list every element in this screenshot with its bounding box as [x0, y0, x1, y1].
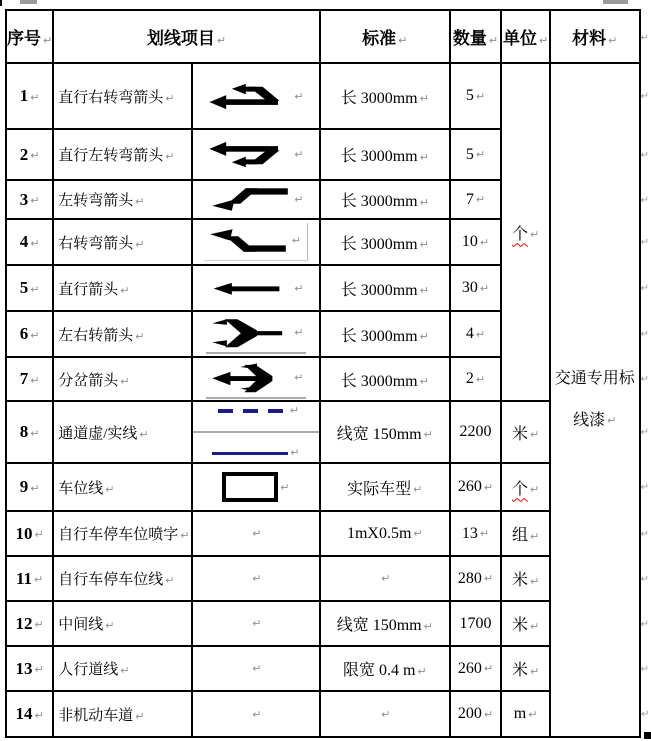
column-header — [450, 10, 501, 63]
row-end-mark — [640, 357, 650, 401]
serial-number: 14 — [15, 704, 33, 723]
paragraph-mark: ↵ — [165, 150, 175, 164]
item-label: 直行箭头 — [58, 281, 119, 298]
paragraph-mark: ↵ — [640, 149, 649, 161]
paragraph-mark: ↵ — [419, 238, 429, 252]
quantity-value: 200 — [457, 705, 482, 722]
serial-number: 6 — [19, 324, 29, 343]
quantity-value: 5 — [465, 87, 474, 104]
quantity-value: 1700 — [459, 614, 492, 632]
unit-cell — [501, 601, 550, 646]
item-label: 人行道线 — [58, 662, 119, 678]
column-header — [53, 10, 320, 63]
serial-cell — [6, 691, 53, 737]
paragraph-mark: ↵ — [135, 237, 145, 251]
serial-number: 9 — [19, 477, 29, 496]
item-label: 自行车停车位喷字 — [58, 527, 179, 543]
row-end-mark — [640, 63, 650, 129]
paragraph-mark: ↵ — [34, 528, 44, 542]
row-end-mark — [640, 463, 650, 511]
paragraph-mark: ↵ — [483, 707, 494, 721]
symbol-cell — [192, 646, 320, 691]
paragraph-mark: ↵ — [252, 527, 262, 541]
item-cell — [53, 357, 192, 401]
row-end-mark — [640, 646, 650, 691]
paragraph-mark: ↵ — [120, 664, 130, 678]
paragraph-mark: ↵ — [419, 375, 429, 389]
item-label: 左右转箭头 — [58, 327, 134, 344]
serial-number: 7 — [19, 369, 29, 388]
serial-number: 11 — [15, 568, 33, 588]
paragraph-mark: ↵ — [640, 426, 649, 438]
item-label: 分岔箭头 — [58, 372, 119, 389]
item-cell — [53, 265, 192, 311]
straight-right-turn-arrow-wrap — [206, 79, 305, 114]
paragraph-mark: ↵ — [640, 194, 649, 206]
standard-label: 1mX0.5m — [346, 524, 412, 542]
quantity-value: 2200 — [459, 423, 492, 440]
paragraph-mark: ↵ — [294, 193, 304, 206]
item-label: 直行左转弯箭头 — [58, 148, 164, 164]
paragraph-mark: ↵ — [419, 92, 429, 106]
standard-cell — [320, 511, 450, 556]
quantity-cell — [450, 463, 501, 511]
row-end-mark — [640, 311, 650, 357]
unit-label: 个 — [511, 225, 528, 243]
unit-label: 组 — [511, 527, 528, 544]
serial-number: 1 — [19, 86, 29, 105]
paragraph-mark: ↵ — [180, 529, 190, 543]
paragraph-mark: ↵ — [120, 283, 130, 297]
column-header — [320, 10, 450, 63]
paragraph-mark: ↵ — [30, 282, 40, 296]
paragraph-mark: ↵ — [381, 572, 391, 586]
symbol-cell — [192, 401, 320, 463]
quantity-cell — [450, 601, 501, 646]
paragraph-mark: ↵ — [216, 33, 227, 47]
unit-cell — [501, 63, 550, 401]
symbol-cell — [192, 463, 320, 511]
paragraph-mark: ↵ — [34, 618, 44, 632]
unit-cell — [501, 463, 550, 511]
serial-cell — [6, 401, 53, 463]
paragraph-mark: ↵ — [640, 663, 649, 675]
parking-rectangle-icon — [222, 472, 278, 502]
paragraph-mark: ↵ — [475, 148, 486, 162]
item-cell — [53, 401, 192, 463]
paragraph-mark: ↵ — [475, 327, 486, 341]
paragraph-mark: ↵ — [417, 664, 427, 678]
row-end-mark — [640, 180, 650, 219]
paragraph-mark: ↵ — [294, 325, 304, 339]
paragraph-mark: ↵ — [529, 483, 540, 497]
dashed-line-segment — [218, 409, 233, 413]
quantity-value: 13 — [461, 524, 478, 542]
item-cell — [53, 180, 192, 219]
unit-cell — [501, 401, 550, 463]
paragraph-mark: ↵ — [529, 228, 540, 242]
paragraph-mark: ↵ — [135, 329, 145, 343]
column-header-label: 划线项目 — [146, 29, 215, 48]
serial-number: 5 — [19, 278, 29, 297]
unit-label: 个 — [511, 480, 528, 498]
paragraph-mark: ↵ — [105, 482, 115, 496]
paragraph-mark: ↵ — [30, 194, 40, 208]
paragraph-mark: ↵ — [381, 707, 391, 721]
serial-cell — [6, 219, 53, 265]
quantity-value: 4 — [465, 325, 474, 342]
quantity-value: 30 — [461, 279, 478, 296]
serial-cell — [6, 311, 53, 357]
standard-label: 长 3000mm — [340, 327, 418, 345]
solid-line — [212, 452, 288, 455]
item-label: 左转弯箭头 — [58, 193, 134, 209]
straight-right-turn-arrow-icon — [208, 81, 292, 112]
dashed-line-segment — [268, 409, 283, 413]
serial-cell — [6, 556, 53, 601]
row-end-mark — [640, 511, 650, 556]
paragraph-mark: ↵ — [640, 573, 649, 585]
unit-label: 米 — [511, 572, 528, 589]
fork-arrow-icon — [208, 362, 292, 393]
standard-cell — [320, 129, 450, 180]
column-header — [6, 10, 53, 63]
paragraph-mark: ↵ — [419, 284, 429, 298]
paragraph-mark: ↵ — [294, 281, 304, 295]
paragraph-mark: ↵ — [488, 33, 499, 47]
paragraph-mark: ↵ — [419, 150, 429, 164]
row-end-mark — [640, 691, 650, 737]
paragraph-mark: ↵ — [608, 33, 618, 47]
row-end-mark — [640, 401, 650, 463]
paragraph-mark: ↵ — [105, 619, 115, 633]
paragraph-mark: ↵ — [529, 619, 540, 633]
unit-cell — [501, 556, 550, 601]
row-end-mark — [640, 601, 650, 646]
paragraph-mark: ↵ — [423, 428, 433, 442]
item-cell — [53, 63, 192, 129]
paragraph-mark: ↵ — [290, 446, 300, 459]
serial-cell — [6, 129, 53, 180]
standard-cell — [320, 463, 450, 511]
paragraph-mark: ↵ — [30, 149, 40, 163]
paragraph-mark: ↵ — [479, 281, 490, 295]
straight-arrow-wrap — [206, 271, 305, 306]
paragraph-mark: ↵ — [529, 529, 540, 543]
paragraph-mark: ↵ — [538, 33, 549, 47]
item-label: 车位线 — [58, 480, 104, 497]
paragraph-mark: ↵ — [607, 414, 617, 428]
left-turn-arrow-wrap — [206, 182, 305, 217]
paragraph-mark: ↵ — [294, 370, 304, 384]
table-row — [6, 63, 650, 129]
symbol-cell — [192, 265, 320, 311]
serial-cell — [6, 265, 53, 311]
paragraph-mark: ↵ — [641, 708, 650, 720]
symbol-cell — [192, 129, 320, 180]
quantity-cell — [450, 646, 501, 691]
paragraph-mark: ↵ — [34, 663, 44, 677]
column-header-label: 单位 — [502, 29, 537, 48]
column-header-label: 材料 — [572, 29, 607, 48]
item-cell — [53, 646, 192, 691]
standard-cell — [320, 646, 450, 691]
paragraph-mark: ↵ — [30, 481, 40, 495]
header-row — [6, 10, 650, 63]
quantity-cell — [450, 265, 501, 311]
item-label: 非机动车道 — [58, 707, 134, 724]
table-resize-handle — [644, 732, 651, 739]
paragraph-mark: ↵ — [475, 193, 486, 207]
material-label-line2: 线漆 — [573, 412, 606, 429]
paragraph-mark: ↵ — [483, 572, 494, 586]
standard-cell — [320, 691, 450, 737]
dashed-line-segment — [243, 409, 258, 413]
unit-cell — [501, 511, 550, 556]
paragraph-mark: ↵ — [135, 195, 145, 209]
item-cell — [53, 219, 192, 265]
paragraph-mark: ↵ — [475, 89, 486, 103]
standard-cell — [320, 311, 450, 357]
paragraph-mark: ↵ — [413, 527, 423, 541]
artifact-fragment-right — [603, 0, 628, 4]
paragraph-mark: ↵ — [30, 426, 40, 440]
artifact-fragment-left — [20, 0, 37, 4]
paragraph-mark: ↵ — [165, 91, 175, 105]
serial-cell — [6, 180, 53, 219]
column-header-label: 标准 — [362, 29, 397, 48]
paragraph-mark: ↵ — [294, 89, 304, 103]
page-edge-fragment — [0, 0, 2, 6]
paragraph-mark: ↵ — [479, 235, 490, 249]
left-right-turn-arrow-icon — [208, 317, 292, 348]
paragraph-mark: ↵ — [289, 404, 300, 418]
paragraph-mark: ↵ — [640, 481, 649, 493]
quantity-value: 260 — [457, 478, 482, 495]
paragraph-mark: ↵ — [640, 373, 649, 385]
column-header — [550, 10, 640, 63]
standard-label: 限宽 0.4 m — [342, 662, 416, 679]
serial-cell — [6, 463, 53, 511]
item-cell — [53, 311, 192, 357]
paragraph-mark: ↵ — [294, 148, 304, 161]
standard-cell — [320, 265, 450, 311]
item-label: 自行车停车位线 — [58, 572, 164, 588]
item-label: 右转弯箭头 — [58, 235, 134, 252]
item-label: 通道虚/实线 — [58, 425, 138, 442]
quantity-cell — [450, 129, 501, 180]
row-end-mark — [640, 556, 650, 601]
paragraph-mark: ↵ — [529, 574, 540, 588]
paragraph-mark: ↵ — [475, 372, 486, 386]
symbol-cell — [192, 601, 320, 646]
symbol-cell — [192, 219, 320, 265]
unit-cell — [501, 646, 550, 691]
quantity-cell — [450, 357, 501, 401]
serial-cell — [6, 357, 53, 401]
unit-label: 米 — [511, 662, 528, 679]
paragraph-mark: ↵ — [291, 234, 302, 247]
straight-arrow-icon — [208, 273, 292, 304]
quantity-cell — [450, 63, 501, 129]
material-label-line1: 交通专用标 — [554, 370, 635, 388]
paragraph-mark: ↵ — [252, 572, 262, 586]
paragraph-mark: ↵ — [640, 32, 649, 44]
paragraph-mark: ↵ — [640, 236, 649, 248]
row-end-mark — [640, 219, 650, 265]
quantity-value: 5 — [465, 145, 474, 163]
symbol-cell — [192, 691, 320, 737]
unit-label: m — [513, 705, 527, 722]
serial-number: 10 — [15, 523, 33, 543]
standard-cell — [320, 556, 450, 601]
standard-label: 长 3000mm — [340, 372, 418, 390]
left-turn-arrow-icon — [208, 184, 292, 215]
standard-label: 线宽 150mm — [336, 425, 422, 443]
symbol-cell — [192, 556, 320, 601]
quantity-value: 7 — [465, 190, 474, 208]
straight-left-turn-arrow-wrap — [206, 137, 305, 172]
quantity-cell — [450, 556, 501, 601]
standard-label: 长 3000mm — [340, 193, 418, 210]
paragraph-mark: ↵ — [30, 373, 40, 387]
right-turn-arrow-wrap — [204, 223, 308, 261]
item-cell — [53, 511, 192, 556]
quantity-cell — [450, 691, 501, 737]
paragraph-mark: ↵ — [139, 427, 149, 441]
quantity-value: 280 — [457, 569, 482, 587]
straight-left-turn-arrow-icon — [208, 139, 292, 170]
paragraph-mark: ↵ — [280, 480, 290, 494]
serial-cell — [6, 511, 53, 556]
paragraph-mark: ↵ — [640, 528, 649, 540]
paragraph-mark: ↵ — [640, 328, 649, 340]
column-header — [501, 10, 550, 63]
paragraph-mark: ↵ — [43, 33, 53, 47]
paragraph-mark: ↵ — [30, 236, 40, 250]
paragraph-mark: ↵ — [30, 90, 40, 104]
serial-cell — [6, 601, 53, 646]
quantity-cell — [450, 511, 501, 556]
symbol-cell — [192, 511, 320, 556]
item-cell — [53, 129, 192, 180]
quantity-cell — [450, 180, 501, 219]
standard-label: 长 3000mm — [340, 89, 418, 107]
paragraph-mark: ↵ — [528, 707, 538, 721]
symbol-cell — [192, 180, 320, 219]
serial-number: 13 — [15, 658, 33, 678]
paragraph-mark: ↵ — [529, 428, 540, 442]
standard-label: 长 3000mm — [340, 148, 418, 165]
paragraph-mark: ↵ — [640, 90, 649, 102]
unit-cell — [501, 691, 550, 737]
road-marking-table — [5, 9, 651, 738]
paragraph-mark: ↵ — [165, 574, 175, 588]
item-cell — [53, 463, 192, 511]
paragraph-mark: ↵ — [30, 328, 40, 342]
column-header-label: 序号 — [7, 29, 41, 48]
fork-arrow-wrap — [206, 360, 305, 399]
serial-cell — [6, 646, 53, 691]
serial-cell — [6, 63, 53, 129]
paragraph-mark: ↵ — [252, 662, 262, 676]
paragraph-mark: ↵ — [398, 33, 408, 47]
left-right-turn-arrow-wrap — [206, 315, 305, 354]
item-label: 中间线 — [58, 617, 104, 633]
paragraph-mark: ↵ — [419, 195, 429, 209]
standard-cell — [320, 180, 450, 219]
item-cell — [53, 556, 192, 601]
standard-cell — [320, 357, 450, 401]
paragraph-mark: ↵ — [483, 662, 494, 676]
paragraph-mark: ↵ — [34, 573, 44, 587]
paragraph-mark: ↵ — [640, 618, 649, 630]
serial-number: 4 — [19, 232, 29, 251]
row-end-mark — [640, 265, 650, 311]
standard-label: 实际车型 — [347, 480, 412, 498]
paragraph-mark: ↵ — [419, 330, 429, 344]
paragraph-mark: ↵ — [483, 480, 494, 494]
item-label: 直行右转弯箭头 — [58, 89, 164, 106]
paragraph-mark: ↵ — [252, 617, 262, 631]
standard-label: 长 3000mm — [340, 235, 418, 253]
gray-rule — [193, 431, 319, 433]
standard-label: 长 3000mm — [340, 281, 418, 299]
symbol-cell — [192, 63, 320, 129]
paragraph-mark: ↵ — [120, 374, 130, 388]
column-header-label: 数量 — [452, 29, 487, 48]
unit-label: 米 — [511, 617, 528, 634]
dashed-solid-lines-icon — [193, 402, 319, 462]
quantity-value: 10 — [461, 233, 478, 250]
quantity-value: 2 — [465, 370, 474, 387]
standard-cell — [320, 401, 450, 463]
standard-cell — [320, 63, 450, 129]
serial-number: 3 — [19, 189, 29, 209]
standard-cell — [320, 601, 450, 646]
item-cell — [53, 601, 192, 646]
unit-label: 米 — [511, 425, 528, 443]
paragraph-mark: ↵ — [423, 619, 433, 633]
paragraph-mark: ↵ — [640, 282, 649, 294]
quantity-value: 260 — [457, 659, 482, 677]
paragraph-mark: ↵ — [479, 527, 490, 541]
paragraph-mark: ↵ — [34, 708, 44, 722]
paragraph-mark: ↵ — [413, 483, 423, 497]
symbol-cell — [192, 311, 320, 357]
serial-number: 8 — [19, 422, 29, 441]
row-end-mark — [640, 129, 650, 180]
paragraph-mark: ↵ — [529, 664, 540, 678]
standard-label: 线宽 150mm — [336, 617, 422, 634]
quantity-cell — [450, 219, 501, 265]
item-cell — [53, 691, 192, 737]
serial-number: 12 — [15, 613, 33, 633]
right-turn-arrow-icon — [206, 225, 290, 256]
symbol-cell — [192, 357, 320, 401]
row-end-mark — [640, 10, 650, 63]
serial-number: 2 — [19, 144, 29, 164]
quantity-cell — [450, 401, 501, 463]
material-cell — [550, 63, 640, 737]
paragraph-mark: ↵ — [135, 709, 145, 723]
paragraph-mark: ↵ — [252, 707, 262, 721]
standard-cell — [320, 219, 450, 265]
quantity-cell — [450, 311, 501, 357]
